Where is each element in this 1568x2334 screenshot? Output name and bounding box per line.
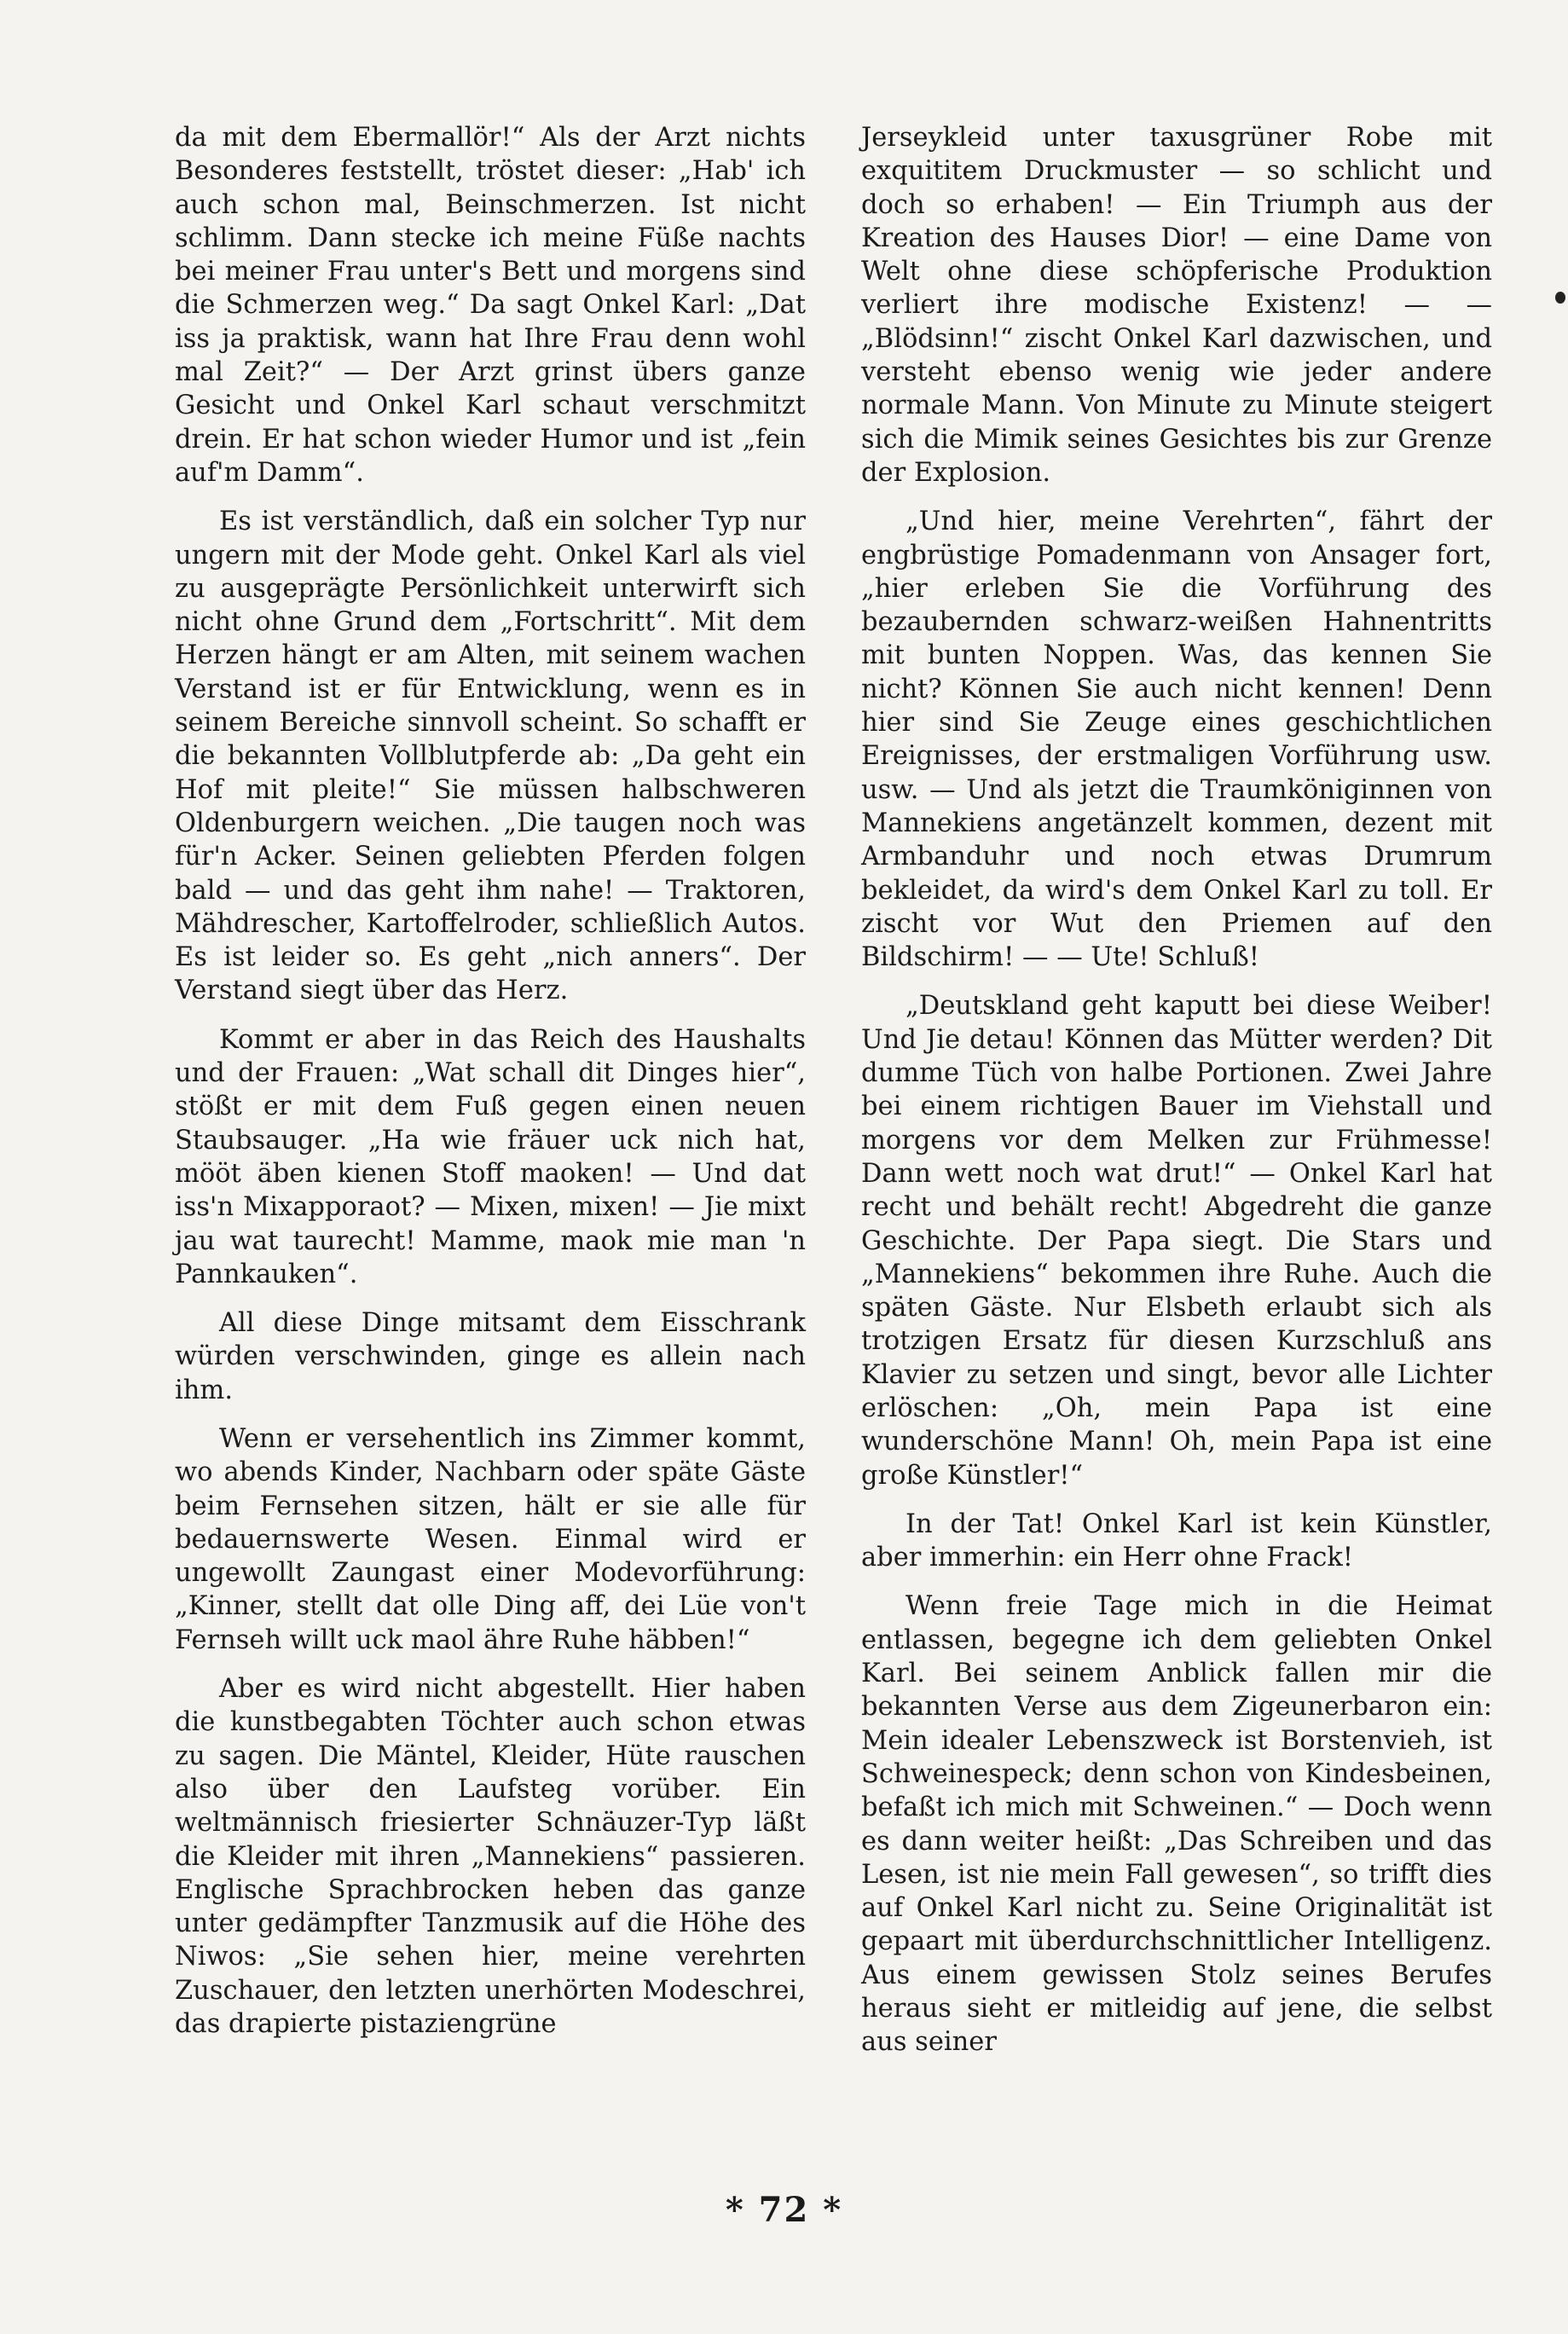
- paragraph: da mit dem Ebermallör!“ Als der Arzt nichts Besonderes feststellt, tröstet dieser: „Hab' ich auch schon mal, Beinschmerzen. Ist nicht schlimm. Dann stecke ich meine Füße nachts bei meiner Frau unter's Bett und morgens sind die Schmerzen weg.“ Da sagt Onkel Karl: „Dat iss ja praktisk, wann hat Ihre Frau denn wohl mal Zeit?“ — Der Arzt grinst übers ganze Gesicht und Onkel Karl schaut verschmitzt drein. Er hat schon wieder Humor und ist „fein auf'm Damm“.: [175, 123, 806, 488]
- paragraph: In der Tat! Onkel Karl ist kein Künstler, aber immerhin: ein Herr ohne Frack!: [861, 1509, 1492, 1573]
- paragraph: Es ist verständlich, daß ein solcher Typ nur ungern mit der Mode geht. Onkel Karl als viel zu ausgeprägte Persönlichkeit unterwirft sich nicht ohne Grund dem „Fortschritt“. Mit dem Herzen hängt er am Alten, mit seinem wachen Verstand ist er für Entwicklung, wenn es in seinem Bereiche sinnvoll scheint. So schafft er die bekannten Vollblutpferde ab: „Da geht ein Hof mit pleite!“ Sie müssen halbschweren Oldenburgern weichen. „Die taugen noch was für'n Acker. Seinen geliebten Pferden folgen bald — und das geht ihm nahe! — Traktoren, Mähdrescher, Kartoffelroder, schließlich Autos. Es ist leider so. Es geht „nich anners“. Der Verstand siegt über das Herz.: [175, 507, 806, 1006]
- right-text-column: [861, 121, 1492, 2075]
- ink-speck-decoration: [1555, 292, 1565, 304]
- left-text-column: [175, 121, 806, 2056]
- paragraph: Wenn freie Tage mich in die Heimat entlassen, begegne ich dem geliebten Onkel Karl. Bei seinem Anblick fallen mir die bekannten Verse aus dem Zigeunerbaron ein: Mein idealer Lebenszweck ist Borstenvieh, ist Schweinespeck; denn schon von Kindesbeinen, befaßt ich mich mit Schweinen.“ — Doch wenn es dann weiter heißt: „Das Schreiben und das Lesen, ist nie mein Fall gewesen“, so trifft dies auf Onkel Karl nicht zu. Seine Originalität ist gepaart mit überdurchschnittlicher Intelligenz. Aus einem gewissen Stolz seines Berufes heraus sieht er mitleidig auf jene, die selbst aus seiner: [861, 1591, 1492, 2058]
- paragraph: Kommt er aber in das Reich des Haushalts und der Frauen: „Wat schall dit Dinges hier“, stößt er mit dem Fuß gegen einen neuen Staubsauger. „Ha wie fräuer uck nich hat, mööt äben kienen Stoff maoken! — Und dat iss'n Mixapporaot? — Mixen, mixen! — Jie mixt jau wat taurecht! Mamme, maok mie man 'n Pannkauken“.: [175, 1024, 806, 1289]
- paragraph: Aber es wird nicht abgestellt. Hier haben die kunstbegabten Töchter auch schon etwas zu sagen. Die Mäntel, Kleider, Hüte rauschen also über den Laufsteg vorüber. Ein weltmännisch friesierter Schnäuzer-Typ läßt die Kleider mit ihren „Mannekiens“ passieren. Englische Sprachbrocken heben das ganze unter gedämpfter Tanzmusik auf die Höhe des Niwos: „Sie sehen hier, meine verehrten Zuschauer, den letzten unerhörten Modeschrei, das drapierte pistaziengrüne: [175, 1674, 806, 2040]
- paragraph: All diese Dinge mitsamt dem Eisschrank würden verschwinden, ginge es allein nach ihm.: [175, 1308, 806, 1405]
- paragraph: „Deutskland geht kaputt bei diese Weiber! Und Jie detau! Können das Mütter werden? Dit dumme Tüch von halbe Portionen. Zwei Jahre bei einem richtigen Bauer im Viehstall und morgens vor dem Melken zur Frühmesse! Dann wett noch wat drut!“ — Onkel Karl hat recht und behält recht! Abgedreht die ganze Geschichte. Der Papa siegt. Die Stars und „Mannekiens“ bekommen ihre Ruhe. Auch die späten Gäste. Nur Elsbeth erlaubt sich als trotzigen Ersatz für diesen Kurzschluß ans Klavier zu setzen und singt, bevor alle Lichter erlöschen: „Oh, mein Papa ist eine wunderschöne Mann! Oh, mein Papa ist eine große Künstler!“: [861, 991, 1492, 1491]
- page-number: * 72 *: [725, 2190, 843, 2230]
- paragraph: Jerseykleid unter taxusgrüner Robe mit exquititem Druckmuster — so schlicht und doch so erhaben! — Ein Triumph aus der Kreation des Hauses Dior! — eine Dame von Welt ohne diese schöpferische Produktion verliert ihre modische Existenz! — — „Blödsinn!“ zischt Onkel Karl dazwischen, und versteht ebenso wenig wie jeder andere normale Mann. Von Minute zu Minute steigert sich die Mimik seines Gesichtes bis zur Grenze der Explosion.: [861, 123, 1492, 488]
- paragraph: Wenn er versehentlich ins Zimmer kommt, wo abends Kinder, Nachbarn oder späte Gäste beim Fernsehen sitzen, hält er sie alle für bedauernswerte Wesen. Einmal wird er ungewollt Zaungast einer Modevorführung: „Kinner, stellt dat olle Ding aff, dei Lüe von't Fernseh willt uck maol ähre Ruhe häbben!“: [175, 1423, 806, 1655]
- paragraph: „Und hier, meine Verehrten“, fährt der engbrüstige Pomadenmann von Ansager fort, „hier erleben Sie die Vorführung des bezaubernden schwarz-weißen Hahnentritts mit bunten Noppen. Was, das kennen Sie nicht? Können Sie auch nicht kennen! Denn hier sind Sie Zeuge eines geschichtlichen Ereignisses, der erstmaligen Vorführung usw. usw. — Und als jetzt die Traumköniginnen von Mannekiens angetänzelt kommen, dezent mit Armbanduhr und noch etwas Drumrum bekleidet, da wird's dem Onkel Karl zu toll. Er zischt vor Wut den Priemen auf den Bildschirm! — — Ute! Schluß!: [861, 507, 1492, 973]
